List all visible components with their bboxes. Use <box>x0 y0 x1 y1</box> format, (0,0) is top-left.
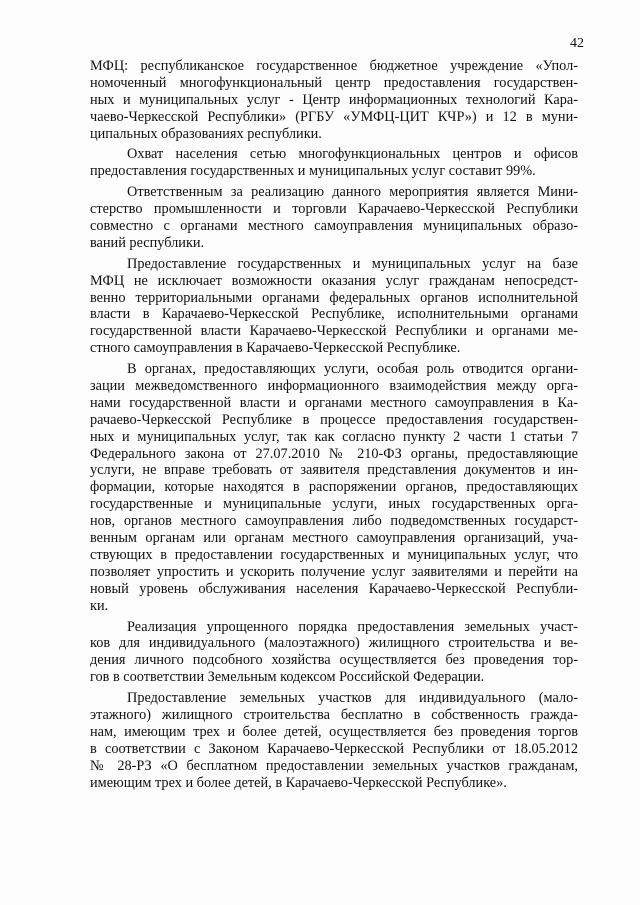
text-line: формации, которые находятся в распоряжении органов, предоставляющих <box>90 479 578 496</box>
text-line: дения личного подсобного хозяйства осуществляется без проведения тор- <box>90 652 578 669</box>
text-line: совместно с органами местного самоуправления муниципальных образо- <box>90 218 578 235</box>
text-line: чаево-Черкесской Республики» (РГБУ «УМФЦ-ЦИТ КЧР») и 12 в муни- <box>90 108 578 125</box>
document-body <box>90 58 578 795</box>
text-line: Реализация упрощенного порядка предоставления земельных участ- <box>127 618 578 635</box>
text-line: МФЦ: республиканское государственное бюджетное учреждение «Упол- <box>90 58 578 74</box>
text-line: ствующих в предоставлении государственных и муниципальных услуг, что <box>90 546 578 563</box>
text-line: Охват населения сетью многофункциональных центров и офисов <box>127 146 578 163</box>
text-line: В органах, предоставляющих услуги, особая роль отводится органи- <box>127 361 578 378</box>
text-line: позволяет упростить и ускорить получение услуг заявителями и перейти на <box>90 563 578 580</box>
page-number: 42 <box>570 36 584 51</box>
text-line: стерство промышленности и торговли Карачаево-Черкесской Республики <box>90 201 578 218</box>
text-line: имеющим трех и более детей, в Карачаево-Черкесской Республике». <box>90 774 507 791</box>
text-line: ков для индивидуального (малоэтажного) жилищного строительства и ве- <box>90 635 578 652</box>
text-line: услуги, не вправе требовать от заявителя представления документов и ин- <box>90 462 578 479</box>
text-line: государственной власти Карачаево-Черкесской Республики и органами ме- <box>90 323 578 340</box>
text-line: венным органам или органам местного самоуправления организаций, уча- <box>90 530 578 547</box>
paragraph <box>90 146 578 180</box>
text-line: рачаево-Черкесской Республике в процессе предоставления государствен- <box>90 411 578 428</box>
text-line: гов в соответствии Земельным кодексом Российской Федерации. <box>90 669 485 686</box>
text-line: Предоставление государственных и муниципальных услуг на базе <box>127 255 578 272</box>
text-line: номоченный многофункциональный центр предоставления государствен- <box>90 74 578 91</box>
paragraph <box>90 256 578 357</box>
text-line: нами государственной власти и органами местного самоуправления в Ка- <box>90 394 578 411</box>
text-line: ципальных образованиях республики. <box>90 125 322 142</box>
text-line: ваний республики. <box>90 234 205 251</box>
text-line: новый уровень обслуживания населения Карачаево-Черкесской Республи- <box>90 580 578 597</box>
text-line: ки. <box>90 597 109 614</box>
text-line: Федерального закона от 27.07.2010 № 210-ФЗ органы, предоставляющие <box>90 445 578 462</box>
text-line: нам, имеющим трех и более детей, осуществляется без проведения торгов <box>90 723 578 740</box>
text-line: власти в Карачаево-Черкесской Республике, исполнительными органами <box>90 306 578 323</box>
text-line: нов, органов местного самоуправления либо подведомственных государст- <box>90 513 578 530</box>
paragraph <box>90 619 578 687</box>
text-line: Предоставление земельных участков для индивидуального (мало- <box>127 690 578 707</box>
text-line: зации межведомственного информационного взаимодействия между орга- <box>90 378 578 395</box>
text-line: предоставления государственных и муниципальных услуг составит 99%. <box>90 163 536 180</box>
text-line: этажного) жилищного строительства бесплатно в собственность гражда- <box>90 706 578 723</box>
paragraph <box>90 184 578 252</box>
paragraph <box>90 690 578 791</box>
text-line: Ответственным за реализацию данного мероприятия является Мини- <box>127 184 578 201</box>
paragraph <box>90 58 578 142</box>
text-line: ных и муниципальных услуг - Центр информационных технологий Кара- <box>90 91 578 108</box>
text-line: государственные и муниципальные услуги, иных государственных орга- <box>90 496 578 513</box>
text-line: в соответствии с Законом Карачаево-Черкесской Республики от 18.05.2012 <box>90 740 578 757</box>
text-line: стного самоуправления в Карачаево-Черкесской Республике. <box>90 340 461 357</box>
paragraph <box>90 361 578 614</box>
text-line: венно территориальными органами федеральных органов исполнительной <box>90 289 578 306</box>
text-line: МФЦ не исключает возможности оказания услуг гражданам непосредст- <box>90 272 578 289</box>
text-line: ных и муниципальных услуг, так как согласно пункту 2 части 1 статьи 7 <box>90 428 578 445</box>
text-line: № 28-РЗ «О бесплатном предоставлении земельных участков гражданам, <box>90 757 578 774</box>
